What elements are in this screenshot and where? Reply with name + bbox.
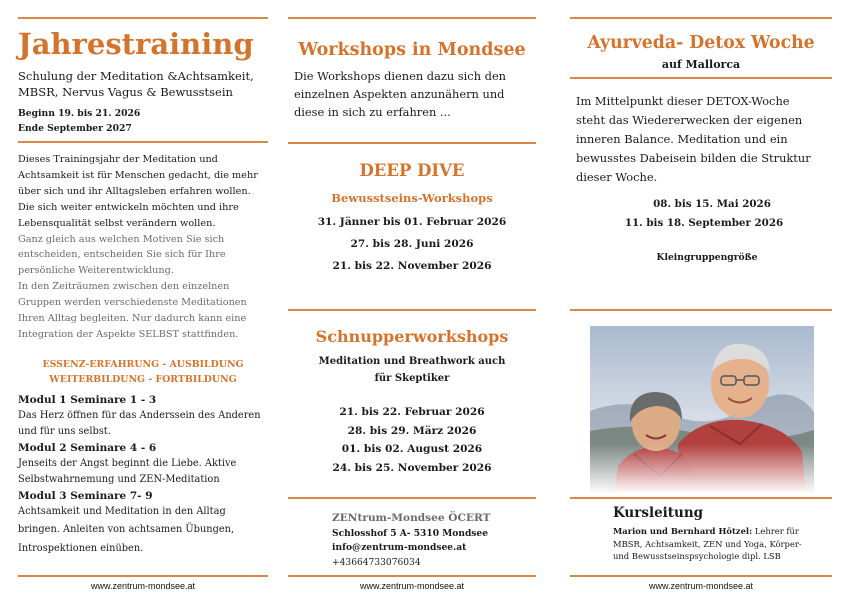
kursleitung-text: [613, 525, 828, 563]
intro-line: Achtsamkeit ist für Menschen gedacht, die mehr: [18, 169, 258, 181]
start-date: Beginn 19. bis 21. 2026: [18, 108, 141, 119]
col3-top-rule: [570, 17, 832, 19]
intro-line: Im Mittelpunkt dieser DETOX-Woche: [576, 94, 790, 108]
intro-line: bewusstes Dabeisein bilden die Struktur: [576, 151, 811, 165]
intro-line-gray: entscheiden, entscheiden Sie sich für Ihre: [18, 249, 226, 261]
col1-footer-link[interactable]: www.zentrum-mondsee.at: [90, 581, 196, 591]
workshops-intro: [294, 67, 534, 121]
schnupper-subtitle: [288, 353, 536, 387]
col2-bottom-rule: [288, 575, 536, 577]
col3-rule-2: [570, 77, 832, 79]
ayurveda-intro: [576, 92, 832, 187]
subtitle-line: Meditation und Breathwork auch: [318, 356, 506, 367]
subtitle-line: für Skeptiker: [374, 373, 450, 384]
kursleitung-title: Kursleitung: [613, 505, 704, 521]
col2-rule-4: [288, 497, 536, 499]
group-size: Kleingruppengröße: [656, 252, 758, 263]
date-line: 31. Jänner bis 01. Februar 2026: [317, 216, 507, 228]
jahrestraining-intro: [18, 152, 268, 343]
intro-line-gray: persönliche Weiterentwicklung.: [18, 265, 174, 277]
col3-rule-4: [570, 497, 832, 499]
module2-text: Selbstwahrnemung und ZEN-Meditation: [18, 474, 220, 485]
col1-top-rule: [18, 17, 268, 19]
modules-list: [18, 392, 268, 559]
module3-text: Introspektionen einüben.: [18, 543, 144, 554]
intro-line-gray: Ganz gleich aus welchen Motiven Sie sich: [18, 233, 225, 245]
instructor-role: Lehrer für: [752, 526, 799, 536]
ayurveda-subtitle: auf Mallorca: [661, 58, 741, 71]
module1-title: Modul 1 Seminare 1 - 3: [18, 394, 157, 406]
ausbildung-tagline: [18, 357, 268, 387]
intro-line-gray: Ihren Alltag begleiten. Nur dadurch kann eine: [18, 313, 247, 325]
module3-text: bringen. Anleiten von achtsamen Übungen,: [18, 524, 235, 535]
workshops-title: Workshops in Mondsee: [298, 40, 526, 60]
instructor-role: und Bewusstseinspsychologie dipl. LSB: [613, 551, 781, 561]
date-line: 21. bis 22. Februar 2026: [339, 406, 485, 418]
subtitle-line: MBSR, Nervus Vagus & Bewusstsein: [18, 85, 233, 99]
module1-text: Das Herz öffnen für das Anderssein des Anderen: [18, 410, 261, 421]
ayurveda-dates: [570, 195, 832, 233]
intro-line: Dieses Trainingsjahr der Meditation und: [18, 154, 218, 165]
intro-line: steht das Wiedererwecken der eigenen: [576, 113, 803, 127]
intro-line: inneren Balance. Meditation und ein: [576, 132, 788, 146]
col3-rule-3: [570, 309, 832, 311]
intro-line-gray: In den Zeiträumen zwischen den einzelnen: [18, 281, 230, 293]
col2-footer-link[interactable]: www.zentrum-mondsee.at: [359, 581, 465, 591]
deep-dive-title: DEEP DIVE: [359, 161, 465, 180]
module2-title: Modul 2 Seminare 4 - 6: [18, 442, 157, 454]
intro-line: diese in sich zu erfahren ...: [294, 105, 451, 119]
contact-name: ZENtrum-Mondsee ÖCERT: [332, 512, 491, 524]
module3-text: Achtsamkeit und Meditation in den Alltag: [18, 506, 226, 517]
date-line: 08. bis 15. Mai 2026: [653, 198, 771, 210]
date-line: 28. bis 29. März 2026: [347, 424, 477, 437]
date-line: 01. bis 02. August 2026: [341, 443, 483, 455]
tagline-line: WEITERBILDUNG - FORTBILDUNG: [49, 374, 237, 385]
module1-text: und für uns selbst.: [18, 426, 111, 437]
intro-line: Die sich weiter entwickeln möchten und ihre: [18, 201, 239, 213]
col2-top-rule: [288, 17, 536, 19]
date-line: 24. bis 25. November 2026: [332, 461, 492, 474]
jahrestraining-title: Jahrestraining: [18, 27, 254, 61]
intro-line: einzelnen Aspekten anzunähern und: [294, 87, 505, 101]
schnupper-dates: [288, 403, 536, 477]
col1-rule-2: [18, 141, 268, 143]
schnupper-title: Schnupperworkshops: [315, 327, 509, 346]
module3-title: Modul 3 Seminare 7- 9: [18, 490, 153, 502]
col3-footer-link[interactable]: www.zentrum-mondsee.at: [648, 581, 754, 591]
instructor-role: MBSR, Achtsamkeit, ZEN und Yoga, Körper-: [613, 538, 802, 549]
intro-line-gray: Integration der Aspekte SELBST stattfinden.: [18, 328, 239, 340]
instructors-photo-image: [590, 326, 814, 494]
contact-phone[interactable]: +43664733076034: [332, 558, 421, 568]
module2-text: Jenseits der Angst beginnt die Liebe. Aktive: [18, 458, 237, 469]
contact-address: Schlosshof 5 A- 5310 Mondsee: [332, 528, 488, 539]
ayurveda-title: Ayurveda- Detox Woche: [587, 33, 815, 53]
date-line: 21. bis 22. November 2026: [332, 260, 492, 272]
jahrestraining-dates: [18, 106, 268, 136]
jahrestraining-subtitle: [18, 68, 268, 100]
intro-line-gray: Gruppen werden verschiedenste Meditationen: [18, 297, 247, 309]
contact-block: [332, 510, 532, 571]
end-date: Ende September 2027: [18, 123, 132, 134]
intro-line: Lebensqualität selbst verändern wollen.: [18, 217, 216, 229]
instructor-names: Marion und Bernhard Hötzel:: [613, 526, 753, 536]
deep-dive-dates: [288, 211, 536, 277]
date-line: 27. bis 28. Juni 2026: [350, 238, 474, 250]
instructors-photo: [590, 326, 814, 494]
col1-bottom-rule: [18, 575, 268, 577]
contact-email-link[interactable]: info@zentrum-mondsee.at: [332, 542, 467, 553]
intro-line: Die Workshops dienen dazu sich den: [294, 69, 507, 83]
subtitle-line: Schulung der Meditation &Achtsamkeit,: [18, 69, 254, 83]
tagline-line: ESSENZ-ERFAHRUNG - AUSBILDUNG: [42, 359, 244, 370]
col3-bottom-rule: [570, 575, 832, 577]
intro-line: über sich und ihr Alltagsleben erfahren wollen.: [18, 185, 251, 197]
intro-line: dieser Woche.: [576, 170, 658, 184]
col2-rule-3: [288, 309, 536, 311]
col2-rule-2: [288, 142, 536, 144]
date-line: 11. bis 18. September 2026: [624, 217, 784, 229]
deep-dive-subtitle: Bewusstseins-Workshops: [331, 191, 493, 205]
